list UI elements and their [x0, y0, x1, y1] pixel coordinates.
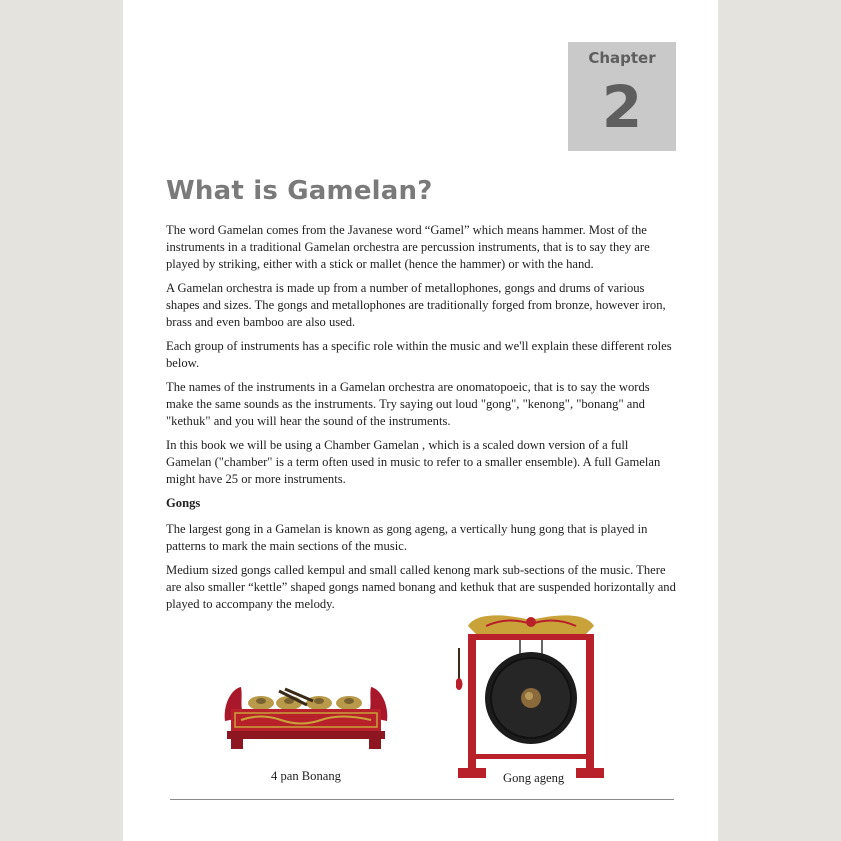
paragraph: The names of the instruments in a Gamelan orchestra are onomatopoeic, that is to say the words make the same sounds as the instruments. Try saying out loud "gong", "kenong", "bonang" and "kethuk" and you will hear the sound of the instruments. [166, 380, 650, 428]
bonang-caption: 4 pan Bonang [271, 769, 341, 783]
gong-caption: Gong ageng [503, 771, 565, 785]
footer-rule [170, 799, 674, 800]
page-title: What is Gamelan? [166, 176, 433, 206]
chapter-badge [568, 42, 676, 151]
paragraph: In this book we will be using a Chamber Gamelan , which is a scaled down version of a full Gamelan ("chamber" is a term often used in music to refer to a smaller ensemble). A full Gamelan might have 25 or more instruments. [166, 438, 661, 486]
paragraph: Medium sized gongs called kempul and small called kenong mark sub-sections of the music. There are also smaller “kettle” shaped gongs named bonang and kethuk that are suspended horizontally and played to accompany the melody. [166, 563, 676, 611]
bonang-illustration [221, 683, 391, 753]
chapter-label: Chapter [588, 49, 656, 67]
chapter-number: 2 [601, 73, 643, 141]
book-page [123, 0, 718, 841]
paragraph: A Gamelan orchestra is made up from a number of metallophones, gongs and drums of various shapes and sizes. The gongs and metallophones are traditionally forged from bronze, however iron, brass and even bamboo are also used. [166, 281, 666, 329]
body-text [166, 222, 676, 620]
gong-ageng-illustration [456, 608, 606, 788]
section-subheading: Gongs [166, 496, 201, 510]
paragraph: The largest gong in a Gamelan is known as gong ageng, a vertically hung gong that is played in patterns to mark the main sections of the music. [166, 522, 648, 553]
paragraph: Each group of instruments has a specific role within the music and we'll explain these different roles below. [166, 339, 672, 370]
paragraph: The word Gamelan comes from the Javanese word “Gamel” which means hammer. Most of the instruments in a traditional Gamelan orchestra are percussion instruments, that is to say they are played by striking, either with a stick or mallet (hence the hammer) or with the hand. [166, 223, 650, 271]
